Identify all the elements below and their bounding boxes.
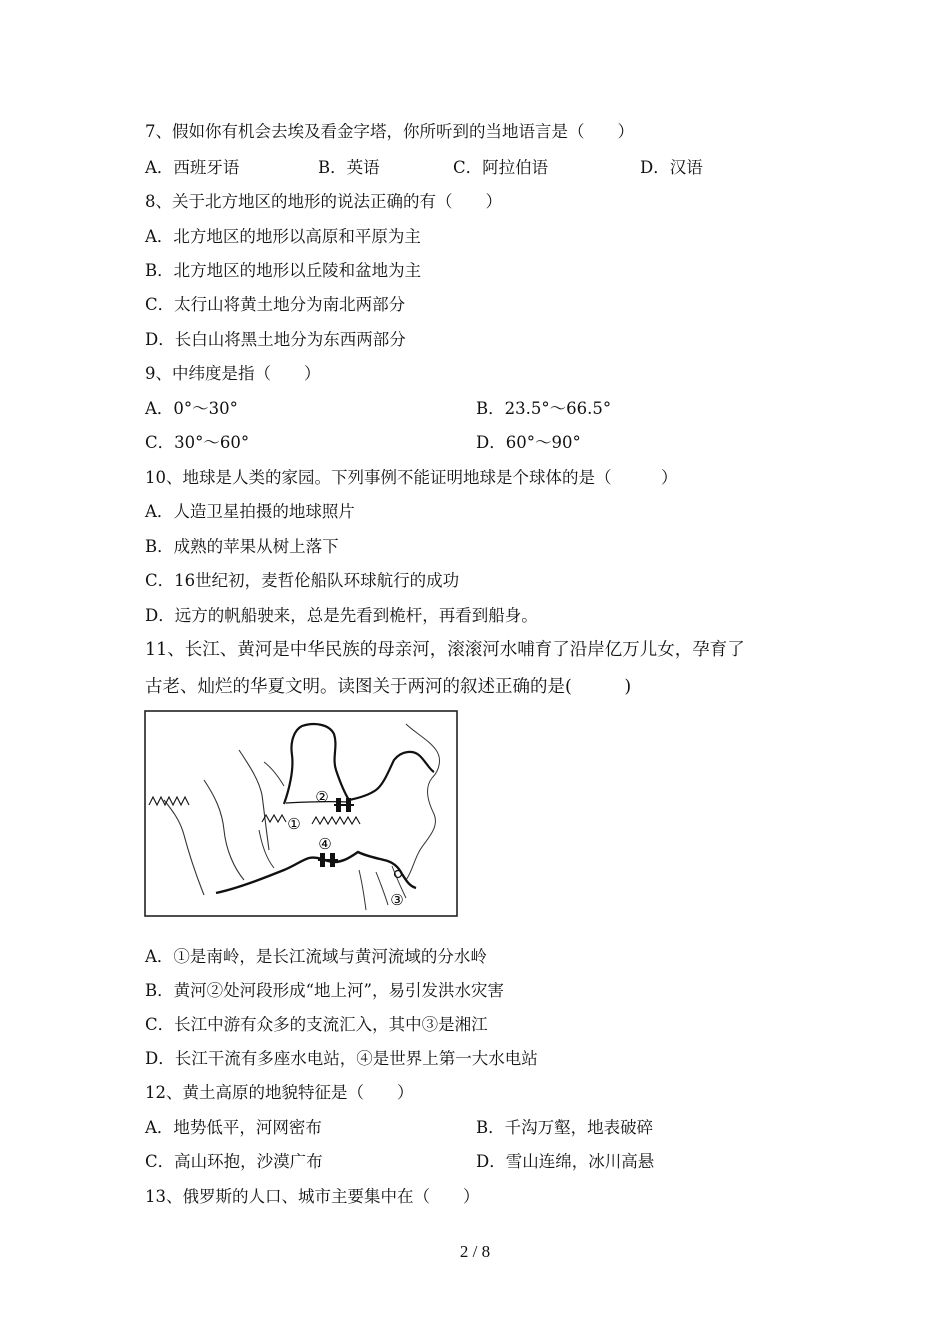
q7-option-d: D．汉语 — [640, 158, 703, 177]
q9-stem: 9、中纬度是指（ ） — [145, 364, 321, 383]
q12-option-c: C．高山环抱，沙漠广布 — [145, 1152, 323, 1171]
q10-stem: 10、地球是人类的家园。下列事例不能证明地球是个球体的是（ ） — [145, 468, 678, 487]
q11-option-b: B．黄河②处河段形成“地上河”，易引发洪水灾害 — [145, 981, 504, 1000]
map-label-2: ② — [315, 788, 329, 806]
rivers-map — [144, 710, 458, 917]
q10-option-b: B．成熟的苹果从树上落下 — [145, 537, 339, 556]
map-label-3: ③ — [390, 891, 404, 909]
q12-stem: 12、黄土高原的地貌特征是（ ） — [145, 1083, 414, 1102]
q7-stem: 7、假如你有机会去埃及看金字塔，你所听到的当地语言是（ ） — [145, 122, 634, 141]
q13-stem: 13、俄罗斯的人口、城市主要集中在（ ） — [145, 1187, 480, 1206]
q11-option-d: D．长江干流有多座水电站，④是世界上第一大水电站 — [145, 1049, 538, 1068]
q10-option-c: C．16世纪初，麦哲伦船队环球航行的成功 — [145, 571, 460, 590]
q12-option-b: B．千沟万壑，地表破碎 — [476, 1118, 654, 1137]
page-number: 2 / 8 — [459, 1242, 491, 1261]
q9-option-c: C．30°～60° — [145, 433, 250, 452]
map-label-1: ① — [287, 815, 301, 833]
q8-option-c: C．太行山将黄土地分为南北两部分 — [145, 295, 406, 314]
q7-option-a: A．西班牙语 — [145, 158, 240, 177]
q8-option-d: D．长白山将黑土地分为东西两部分 — [145, 330, 406, 349]
map-label-4: ④ — [318, 835, 332, 853]
q9-option-b: B．23.5°～66.5° — [476, 399, 612, 418]
q12-option-a: A．地势低平，河网密布 — [145, 1118, 322, 1137]
q10-option-d: D．远方的帆船驶来，总是先看到桅杆，再看到船身。 — [145, 606, 538, 625]
q8-option-b: B．北方地区的地形以丘陵和盆地为主 — [145, 261, 422, 280]
q7-option-c: C．阿拉伯语 — [453, 158, 549, 177]
q7-option-b: B．英语 — [318, 158, 380, 177]
dam-1-bar — [334, 804, 354, 806]
q11-stem-line1: 11、长江、黄河是中华民族的母亲河，滚滚河水哺育了沿岸亿万儿女，孕育了 — [145, 640, 745, 660]
q9-option-a: A．0°～30° — [145, 399, 238, 418]
q11-option-c: C．长江中游有众多的支流汇入，其中③是湘江 — [145, 1015, 488, 1034]
q8-option-a: A．北方地区的地形以高原和平原为主 — [145, 227, 421, 246]
q11-option-a: A．①是南岭，是长江流域与黄河流域的分水岭 — [145, 947, 487, 966]
q12-option-d: D．雪山连绵，冰川高悬 — [476, 1152, 655, 1171]
dam-2-bar — [318, 859, 338, 861]
q11-stem-line2: 古老、灿烂的华夏文明。读图关于两河的叙述正确的是( ) — [145, 677, 632, 697]
q10-option-a: A．人造卫星拍摄的地球照片 — [145, 502, 355, 521]
q8-stem: 8、关于北方地区的地形的说法正确的有（ ） — [145, 192, 502, 211]
q9-option-d: D．60°～90° — [476, 433, 581, 452]
